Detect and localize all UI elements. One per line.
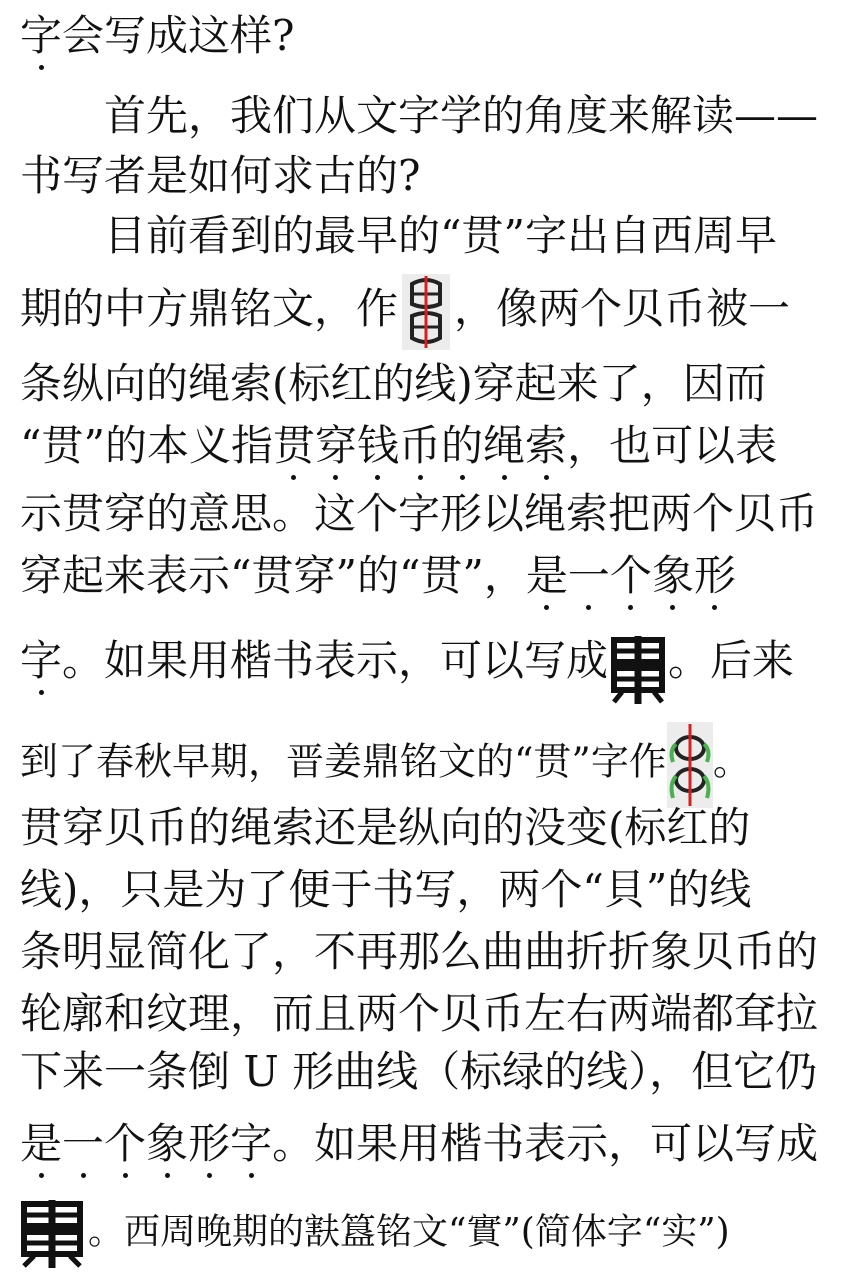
text-line-18	[16, 1198, 834, 1270]
text-line-3: 书写者是如何求古的?	[20, 151, 421, 200]
text-run: 期的中方鼎铭文，作	[20, 284, 399, 333]
text-run: 。后来	[668, 636, 795, 685]
text-line-13: 线)，只是为了便于书写，两个“貝”的线	[20, 865, 752, 914]
text-line-1: 字会写成这样?	[20, 11, 295, 60]
text-line-5	[20, 274, 834, 350]
text-line-2: 首先，我们从文字学的角度来解读——	[104, 91, 819, 140]
text-line-11	[20, 722, 834, 808]
text-line-6: 条纵向的绳索(标红的线)穿起来了，因而	[20, 359, 767, 408]
text-line-10: 字。如果用楷书表示，可以写成 。后来	[20, 628, 834, 700]
text-line-9: 穿起来表示“贯穿”的“贯”，是一个象形	[20, 551, 736, 600]
text-run: 。西周晚期的㝬簋铭文“實”(简体字“实”)	[88, 1211, 730, 1253]
text-line-17: 是一个象形字。如果用楷书表示，可以写成	[20, 1119, 819, 1168]
bronze-glyph-guan-1	[402, 274, 450, 350]
text-line-4: 目前看到的最早的“贯”字出自西周早	[104, 211, 777, 260]
text-line-7: “贯”的本义指贯穿钱币的绳索，也可以表	[20, 421, 778, 470]
text-run: ，像两个贝币被一	[454, 284, 791, 333]
text-run: 到了春秋早期，晋姜鼎铭文的“贯”字作	[20, 739, 667, 784]
bronze-glyph-guan-2	[667, 722, 713, 808]
text-line-14: 条明显简化了，不再那么曲曲折折象贝币的	[20, 927, 819, 976]
dotted-char: 字	[20, 11, 63, 60]
text-line-12: 贯穿贝币的绳索还是纵向的没变(标红的	[20, 803, 751, 852]
text-line-15: 轮廓和纹理，而且两个贝币左右两端都耷拉	[20, 989, 819, 1038]
kaishu-glyph-2	[16, 1198, 88, 1270]
text-line-8: 示贯穿的意思。这个字形以绳索把两个贝币	[20, 489, 819, 538]
kaishu-glyph-1	[608, 634, 668, 706]
text-run: 。	[712, 739, 751, 784]
text-line-16: 下来一条倒 U 形曲线（标绿的线），但它仍	[20, 1047, 818, 1096]
